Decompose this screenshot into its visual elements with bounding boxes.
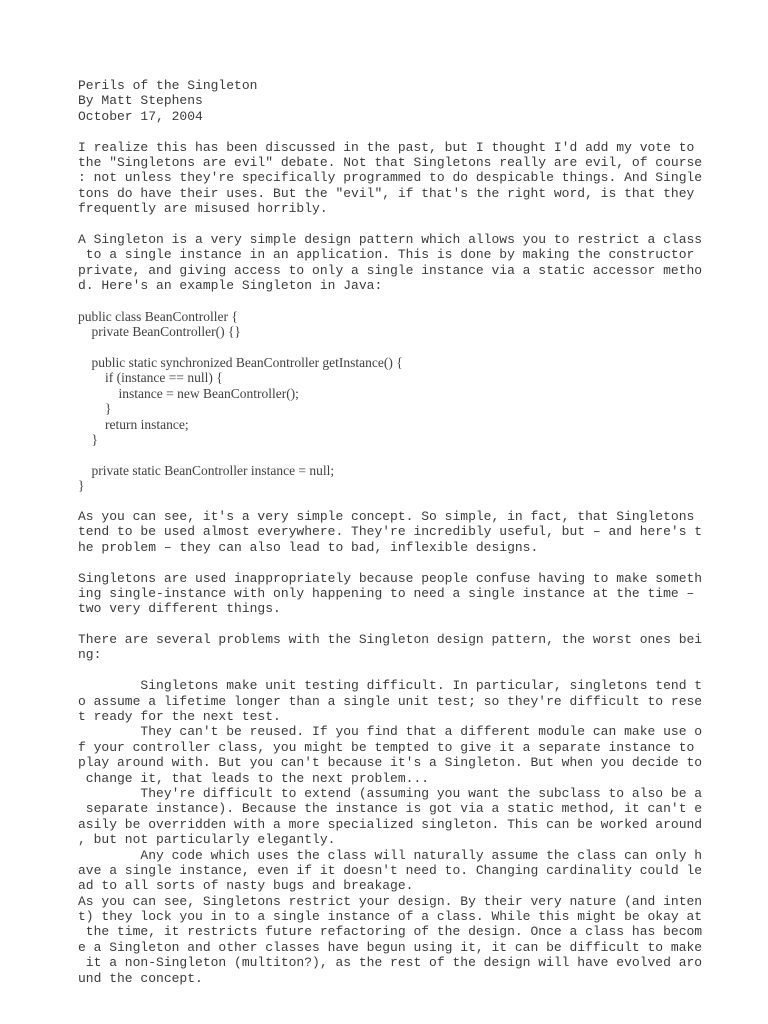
paragraph-misuse bbox=[78, 571, 718, 617]
text-line: ad to all sorts of nasty bugs and breakage. bbox=[78, 878, 414, 894]
code-line: public class BeanController { bbox=[78, 308, 238, 324]
text-line: ing single-instance with only happening to need a single instance at the time – bbox=[78, 585, 695, 601]
code-line: } bbox=[78, 431, 98, 447]
text-line: the "Singletons are evil" debate. Not that Singletons really are evil, of course bbox=[78, 154, 703, 170]
text-line: o assume a lifetime longer than a single unit test; so they're difficult to rese bbox=[78, 693, 703, 709]
text-line: Singletons are used inappropriately because people confuse having to make someth bbox=[78, 570, 703, 586]
code-line: return instance; bbox=[78, 416, 189, 432]
text-line: t) they lock you in to a single instance of a class. While this might be okay at bbox=[78, 909, 703, 925]
article-date: October 17, 2004 bbox=[78, 108, 203, 124]
text-line: I realize this has been discussed in the past, but I thought I'd add my vote to bbox=[78, 139, 695, 155]
text-line: he problem – they can also lead to bad, inflexible designs. bbox=[78, 539, 539, 555]
code-line: } bbox=[78, 478, 85, 494]
paragraph-intro bbox=[78, 140, 718, 217]
text-line: e a Singleton and other classes have begun using it, it can be difficult to make bbox=[78, 939, 703, 955]
document-page bbox=[78, 78, 718, 986]
paragraph-concept bbox=[78, 509, 718, 555]
code-line: if (instance == null) { bbox=[78, 370, 223, 386]
text-line: ng: bbox=[78, 647, 102, 663]
text-line: private, and giving access to only a single instance via a static accessor metho bbox=[78, 262, 703, 278]
paragraph-definition bbox=[78, 232, 718, 294]
code-sample bbox=[78, 309, 718, 494]
text-line: : not unless they're specifically programmed to do despicable things. And Single bbox=[78, 170, 703, 186]
text-line: As you can see, it's a very simple concept. So simple, in fact, that Singletons bbox=[78, 508, 695, 524]
text-line: , but not particularly elegantly. bbox=[78, 832, 336, 848]
text-line: d. Here's an example Singleton in Java: bbox=[78, 278, 383, 294]
text-line: und the concept. bbox=[78, 970, 203, 986]
text-line: There are several problems with the Singleton design pattern, the worst ones bei bbox=[78, 632, 703, 648]
text-line: They're difficult to extend (assuming you want the subclass to also be a bbox=[78, 785, 703, 801]
text-line: the time, it restricts future refactoring of the design. Once a class has becom bbox=[78, 924, 703, 940]
code-line: private BeanController() {} bbox=[78, 324, 241, 340]
problems-list bbox=[78, 678, 718, 986]
document-header bbox=[78, 78, 718, 124]
text-line: A Singleton is a very simple design pattern which allows you to restrict a class bbox=[78, 231, 703, 247]
text-line: f your controller class, you might be tempted to give it a separate instance to bbox=[78, 739, 695, 755]
text-line: t ready for the next test. bbox=[78, 709, 281, 725]
paragraph-problems-intro bbox=[78, 632, 718, 663]
code-line: } bbox=[78, 401, 112, 417]
article-author: By Matt Stephens bbox=[78, 93, 203, 109]
text-line: frequently are misused horribly. bbox=[78, 201, 328, 217]
text-line: tend to be used almost everywhere. They're incredibly useful, but – and here's t bbox=[78, 524, 703, 540]
text-line: Any code which uses the class will naturally assume the class can only h bbox=[78, 847, 703, 863]
text-line: They can't be reused. If you find that a different module can make use o bbox=[78, 724, 703, 740]
text-line: it a non-Singleton (multiton?), as the rest of the design will have evolved aro bbox=[78, 955, 703, 971]
text-line: Singletons make unit testing difficult. In particular, singletons tend t bbox=[78, 678, 703, 694]
text-line: tons do have their uses. But the "evil", if that's the right word, is that they bbox=[78, 185, 695, 201]
code-line bbox=[78, 340, 718, 355]
code-line: public static synchronized BeanController getInstance() { bbox=[78, 355, 403, 371]
text-line: change it, that leads to the next problem... bbox=[78, 770, 430, 786]
text-line: play around with. But you can't because it's a Singleton. But when you decide to bbox=[78, 755, 703, 771]
code-line bbox=[78, 447, 718, 462]
text-line: ave a single instance, even if it doesn't need to. Changing cardinality could le bbox=[78, 862, 703, 878]
text-line: asily be overridden with a more specialized singleton. This can be worked around bbox=[78, 816, 703, 832]
code-line: private static BeanController instance = null; bbox=[78, 462, 335, 478]
text-line: two very different things. bbox=[78, 601, 281, 617]
text-line: separate instance). Because the instance is got via a static method, it can't e bbox=[78, 801, 703, 817]
code-line: instance = new BeanController(); bbox=[78, 385, 299, 401]
text-line: to a single instance in an application. This is done by making the constructor bbox=[78, 247, 695, 263]
text-line: As you can see, Singletons restrict your design. By their very nature (and inten bbox=[78, 893, 703, 909]
article-title: Perils of the Singleton bbox=[78, 78, 258, 93]
